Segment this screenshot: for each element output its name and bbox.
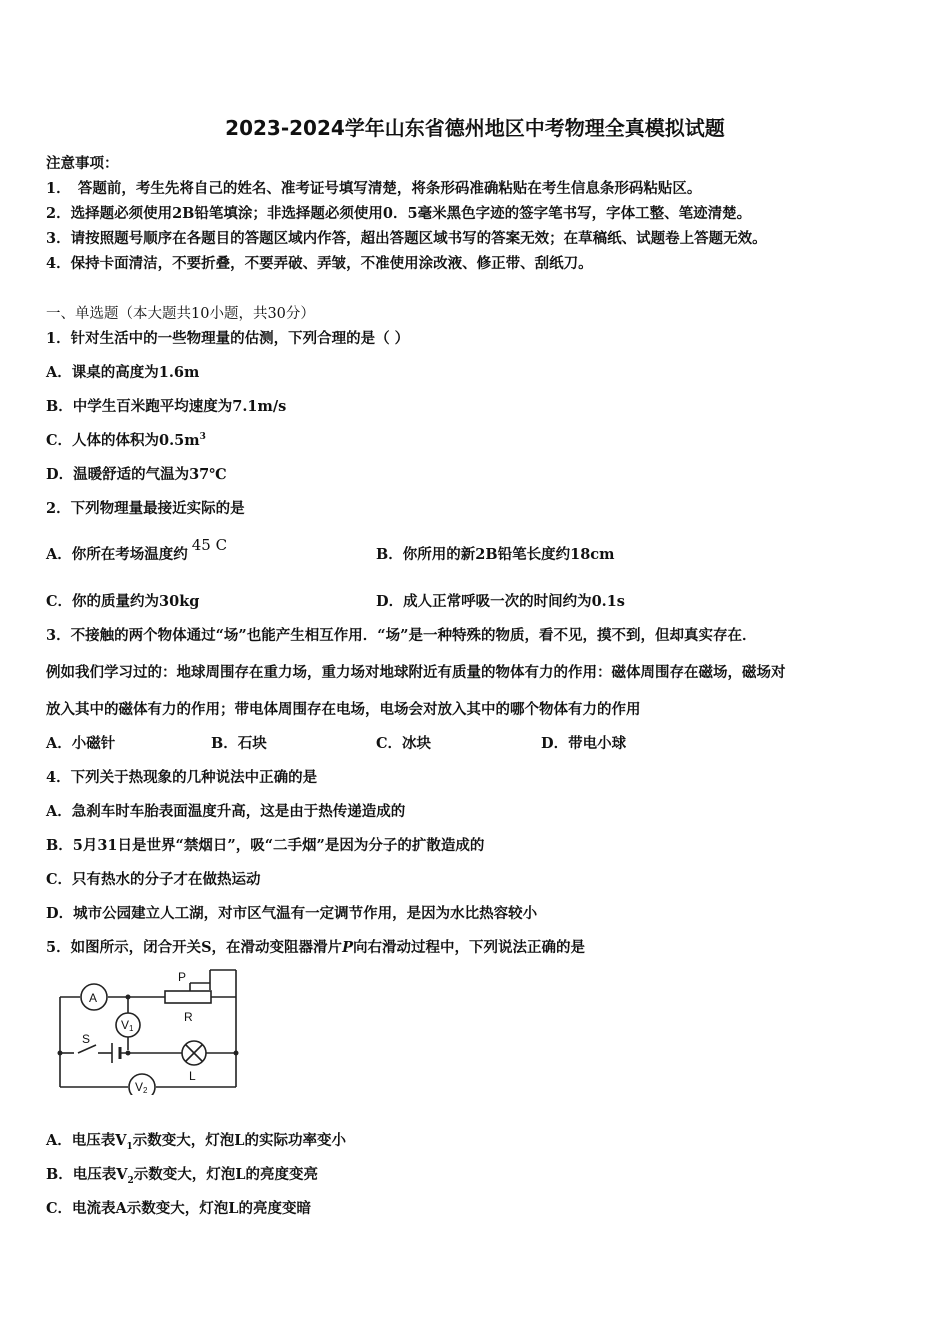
- notice-item-4: 4．保持卡面清洁，不要折叠，不要弄破、弄皱，不准使用涂改液、修正带、刮纸刀。: [46, 255, 593, 272]
- q5-option-a-subscript: 1: [126, 1141, 133, 1152]
- q3-stem-line-1: 3．不接触的两个物体通过“场”也能产生相互作用．“场”是一种特殊的物质，看不见，摸不到，但却真实存在．: [46, 627, 757, 644]
- v1-subscript: 1: [129, 1024, 134, 1033]
- q5-option-c: C．电流表A示数变大，灯泡L的亮度变暗: [46, 1200, 311, 1217]
- q1-option-c: [46, 429, 206, 450]
- q2-option-a: [46, 536, 228, 564]
- q1-stem: 1．针对生活中的一些物理量的估测，下列合理的是（ ）: [46, 330, 410, 347]
- q5-option-b-text-end: 示数变大，灯泡L的亮度变亮: [133, 1166, 318, 1183]
- notice-heading: 注意事项：: [46, 155, 119, 172]
- q3-option-d: D．带电小球: [541, 735, 627, 752]
- voltmeter-v1-label: [121, 1018, 134, 1033]
- switch-label: S: [82, 1032, 91, 1046]
- rheostat-body: [165, 991, 211, 1003]
- resistor-label: R: [184, 1010, 193, 1024]
- q5-option-a-text: A．电压表V: [46, 1132, 127, 1149]
- q2-option-b: B．你所用的新2B铅笔长度约18cm: [376, 546, 615, 563]
- v1-letter: V: [121, 1018, 130, 1032]
- v2-subscript: 2: [143, 1086, 148, 1095]
- q5-option-b-text: B．电压表V: [46, 1166, 128, 1183]
- q1-option-a: A．课桌的高度为1.6m: [46, 364, 200, 381]
- q3-option-c: C．冰块: [376, 735, 432, 752]
- q4-stem: 4．下列关于热现象的几种说法中正确的是: [46, 769, 318, 786]
- junction-middle: [126, 1051, 131, 1056]
- v2-letter: V: [135, 1080, 144, 1094]
- q3-stem-line-3: 放入其中的磁体有力的作用；带电体周围存在电场，电场会对放入其中的哪个物体有力的作用: [46, 701, 641, 718]
- q5-slider-symbol: P: [342, 939, 353, 956]
- q1-option-b: B．中学生百米跑平均速度为7.1m/s: [46, 398, 287, 415]
- junction-right: [234, 1051, 239, 1056]
- q1-option-c-exponent: 3: [199, 432, 206, 443]
- q2-option-a-temperature: 45 C: [191, 536, 228, 554]
- voltmeter-v2-label: [135, 1080, 148, 1095]
- q4-option-a: A．急刹车时车胎表面温度升高，这是由于热传递造成的: [46, 803, 406, 820]
- q2-option-c: C．你的质量约为30kg: [46, 593, 200, 610]
- q4-option-b: B．5月31日是世界“禁烟日”，吸“二手烟”是因为分子的扩散造成的: [46, 837, 485, 854]
- q3-stem-line-2: 例如我们学习过的：地球周围存在重力场，重力场对地球附近有质量的物体有力的作用：磁体周围存在磁场，磁场对: [46, 664, 786, 681]
- notice-item-1: 1． 答题前，考生先将自己的姓名、准考证号填写清楚，将条形码准确粘贴在考生信息条形码粘贴区。: [46, 180, 702, 197]
- notice-item-3: 3．请按照题号顺序在各题目的答题区域内作答，超出答题区域书写的答案无效；在草稿纸、试题卷上答题无效。: [46, 230, 767, 247]
- section-heading: 一、单选题（本大题共10小题，共30分）: [46, 306, 315, 322]
- q5-option-b: [46, 1163, 318, 1186]
- q2-option-d: D．成人正常呼吸一次的时间约为0.1s: [376, 593, 625, 610]
- q3-option-b: B．石块: [211, 735, 267, 752]
- q4-option-d: D．城市公园建立人工湖，对市区气温有一定调节作用，是因为水比热容较小: [46, 905, 538, 922]
- notice-item-2: 2．选择题必须使用2B铅笔填涂；非选择题必须使用0．5毫米黑色字迹的签字笔书写，字体工整、笔迹清楚。: [46, 205, 752, 222]
- q5-stem-text: 5．如图所示，闭合开关S，在滑动变阻器滑片: [46, 939, 343, 956]
- q4-option-c: C．只有热水的分子才在做热运动: [46, 871, 261, 888]
- q1-option-d: D．温暖舒适的气温为37℃: [46, 466, 227, 483]
- page-title: 2023-2024学年山东省德州地区中考物理全真模拟试题: [225, 116, 725, 140]
- q3-option-a: A．小磁针: [46, 735, 116, 752]
- q1-option-c-text: C．人体的体积为0.5m: [46, 432, 200, 449]
- q5-option-b-subscript: 2: [127, 1175, 134, 1186]
- circuit-diagram: [50, 965, 250, 1095]
- q5-option-a: [46, 1129, 346, 1152]
- junction-left: [58, 1051, 63, 1056]
- slider-label: P: [178, 970, 187, 984]
- junction-top: [126, 995, 131, 1000]
- q5-stem-text-end: 向右滑动过程中，下列说法正确的是: [352, 939, 585, 956]
- lamp-label: L: [189, 1069, 196, 1083]
- ammeter-label: A: [89, 991, 98, 1005]
- switch-blade: [78, 1045, 96, 1053]
- q5-stem: [46, 936, 585, 957]
- q5-option-a-text-end: 示数变大，灯泡L的实际功率变小: [132, 1132, 346, 1149]
- q2-option-a-text: A．你所在考场温度约: [46, 546, 188, 563]
- q2-stem: 2．下列物理量最接近实际的是: [46, 500, 245, 517]
